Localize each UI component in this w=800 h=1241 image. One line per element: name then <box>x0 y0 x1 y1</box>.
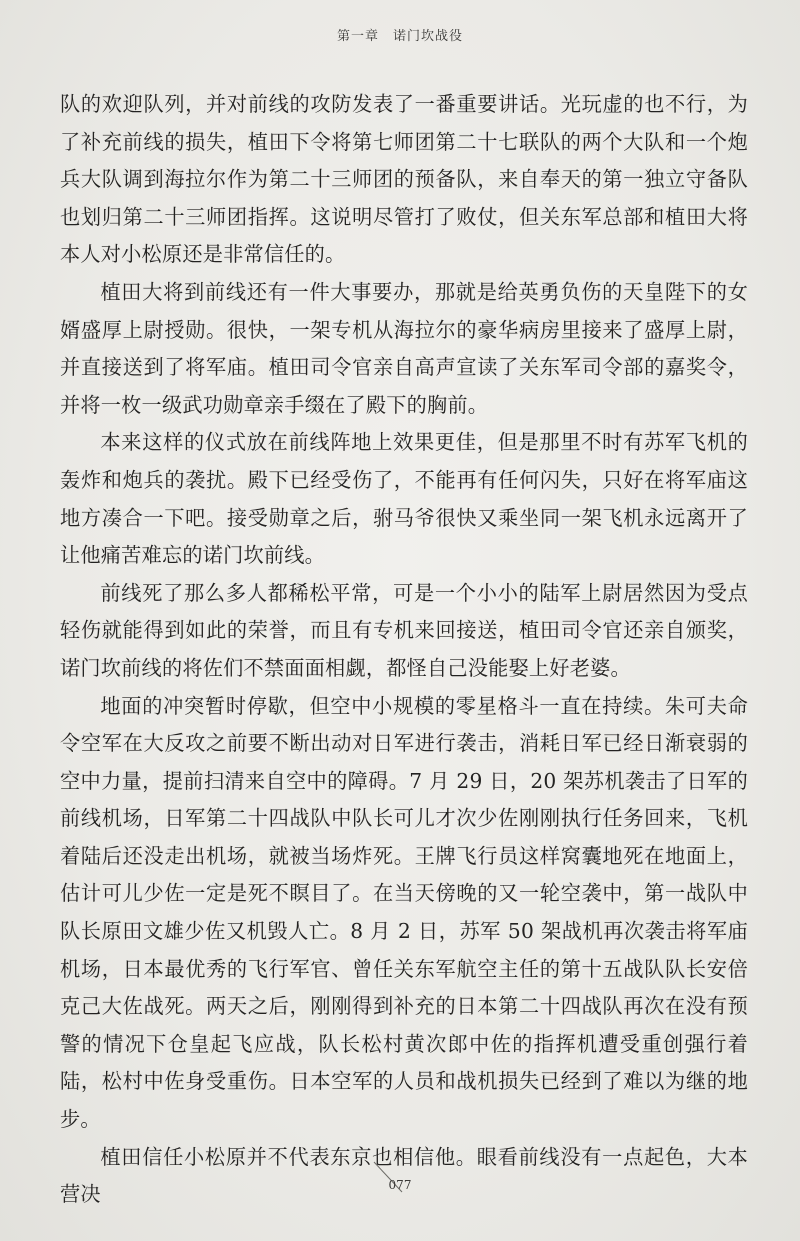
paragraph-6: 植田信任小松原并不代表东京也相信他。眼看前线没有一点起色，大本营决 <box>60 1144 748 1207</box>
paragraph-5: 地面的冲突暂时停歇，但空中小规模的零星格斗一直在持续。朱可夫命令空军在大反攻之前要不断出动对日军进行袭击，消耗日军已经日渐衰弱的空中力量，提前扫清来自空中的障碍。7 月 29 日，20 架苏机袭击了日军的前线机场，日军第二十四战队中队长可儿才次少佐刚刚执行任务回来，飞机着陆后还没走出机场，就被当场炸死。王牌飞行员这样窝囊地死在地面上，估计可儿少佐一定是死不瞑目了。在当天傍晚的又一轮空袭中，第一战队中队长原田文雄少佐又机毁人亡。8 月 2 日，苏军 50 架战机再次袭击将军庙机场，日本最优秀的飞行军官、曾任关东军航空主任的第十五战队队长安倍克己大佐战死。两天之后，刚刚得到补充的日本第二十四战队再次在没有预警的情况下仓皇起飞应战，队长松村黄次郎中佐的指挥机遭受重创强行着陆，松村中佐身受重伤。日本空军的人员和战机损失已经到了难以为继的地步。 <box>60 693 748 1132</box>
paragraph-4: 前线死了那么多人都稀松平常，可是一个小小的陆军上尉居然因为受点轻伤就能得到如此的荣誉，而且有专机来回接送，植田司令官还亲自颁奖，诺门坎前线的将佐们不禁面面相觑，都怪自己没能娶上好老婆。 <box>60 580 748 680</box>
chapter-number: 第一章 <box>336 29 379 44</box>
paragraph-1: 队的欢迎队列，并对前线的攻防发表了一番重要讲话。光玩虚的也不行，为了补充前线的损失，植田下令将第七师团第二十七联队的两个大队和一个炮兵大队调到海拉尔作为第二十三师团的预备队，来自奉天的第一独立守备队也划归第二十三师团指挥。这说明尽管打了败仗，但关东军总部和植田大将本人对小松原还是非常信任的。 <box>60 92 748 267</box>
page-number: 077 <box>388 1178 412 1192</box>
paragraph-3: 本来这样的仪式放在前线阵地上效果更佳，但是那里不时有苏军飞机的轰炸和炮兵的袭扰。殿下已经受伤了，不能再有任何闪失，只好在将军庙这地方凑合一下吧。接受勋章之后，驸马爷很快又乘坐同一架飞机永远离开了让他痛苦难忘的诺门坎前线。 <box>60 430 748 568</box>
body-text <box>60 86 748 1214</box>
running-head <box>0 25 800 44</box>
paragraph-2: 植田大将到前线还有一件大事要办，那就是给英勇负伤的天皇陛下的女婿盛厚上尉授勋。很快，一架专机从海拉尔的豪华病房里接来了盛厚上尉，并直接送到了将军庙。植田司令官亲自高声宣读了关东军司令部的嘉奖令，并将一枚一级武功勋章亲手缀在了殿下的胸前。 <box>60 279 748 417</box>
chapter-title: 诺门坎战役 <box>393 29 464 44</box>
